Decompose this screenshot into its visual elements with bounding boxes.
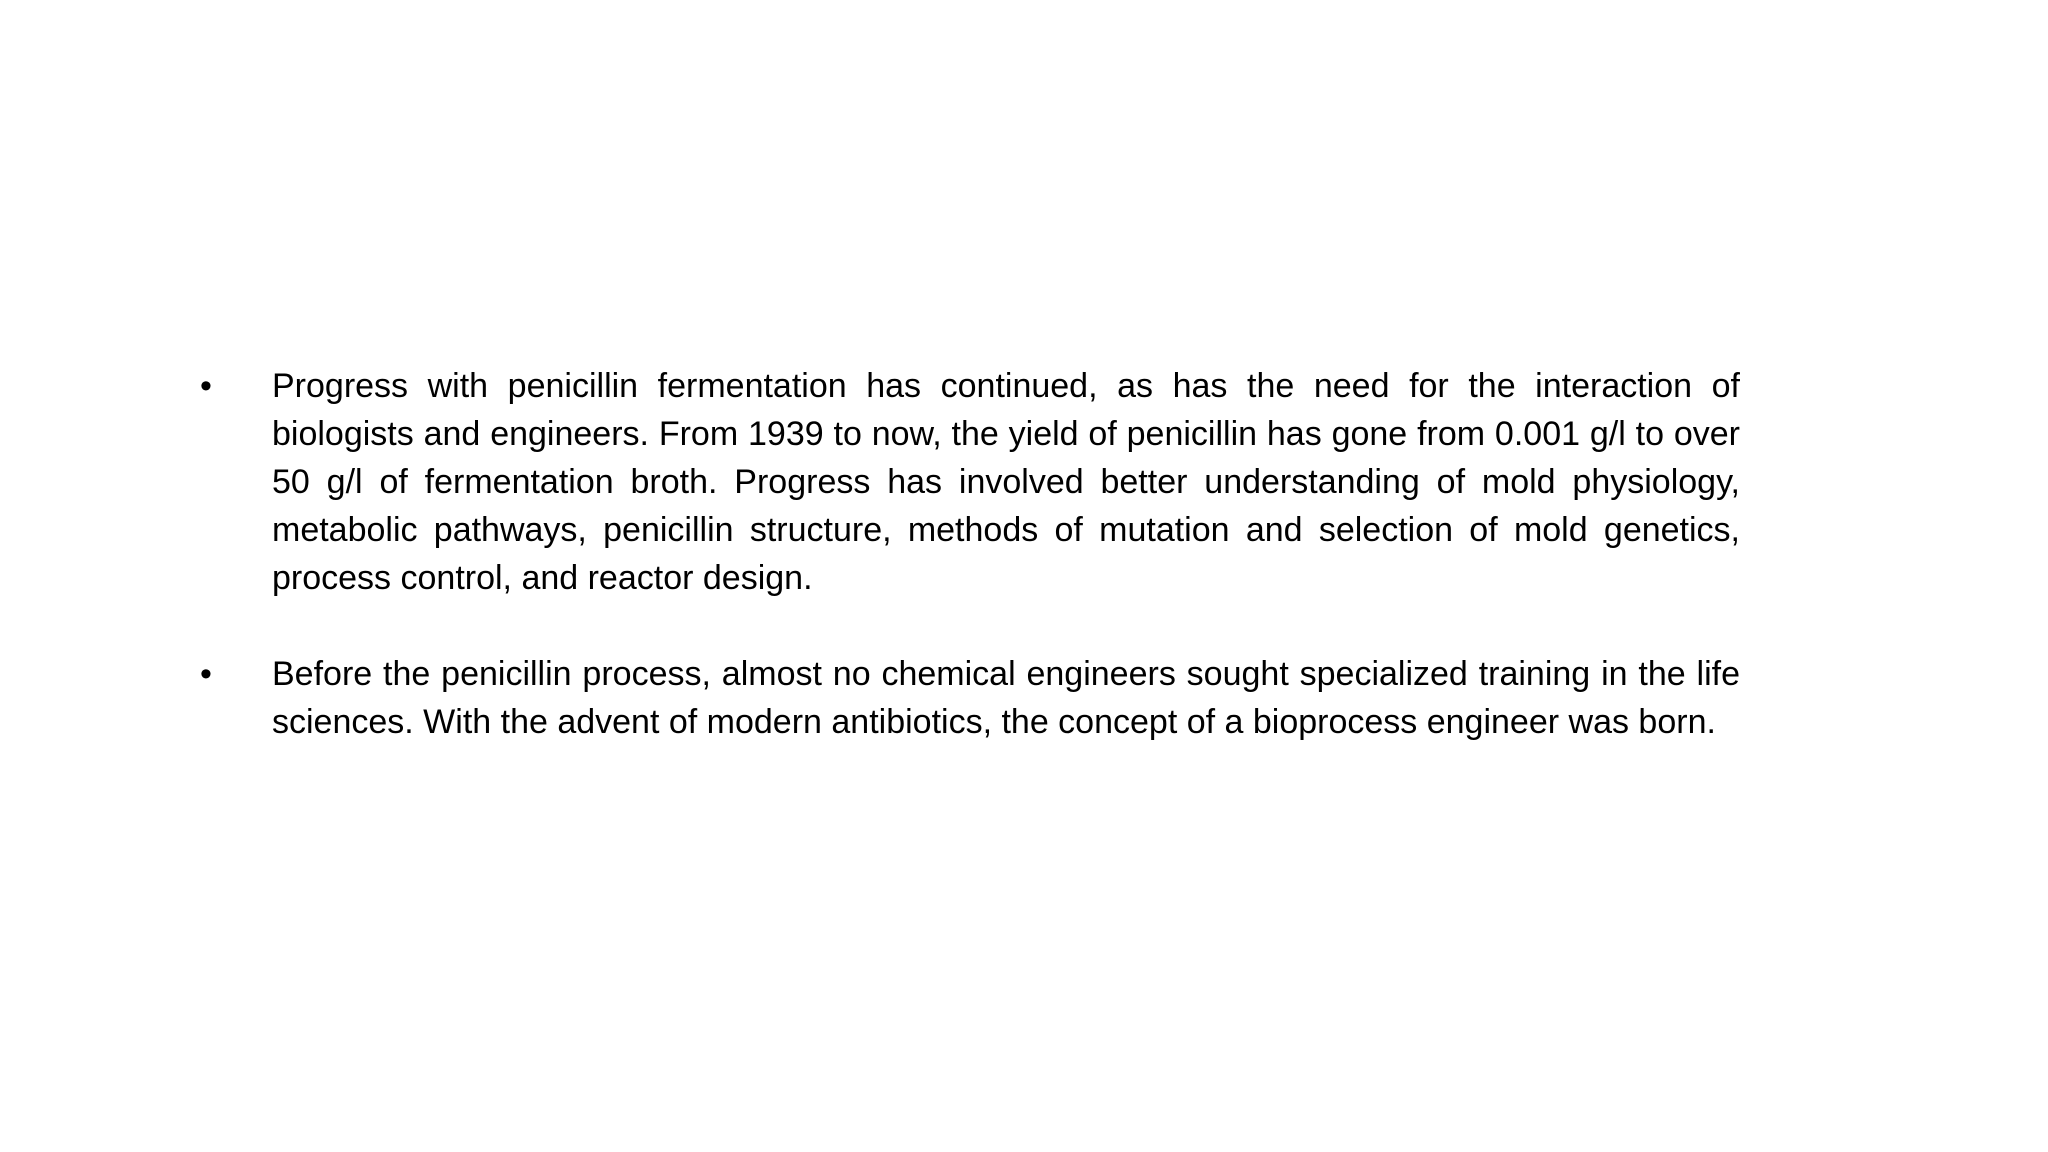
bullet-dot-icon: • — [200, 655, 212, 693]
bullet-text: Before the penicillin process, almost no chemical engineers sought specialized training in the life sciences. With the advent of modern antibiotics, the concept of a bioprocess engineer was born. — [272, 655, 1740, 741]
bullet-dot-icon: • — [200, 367, 212, 405]
bullet-item-penicillin-progress — [200, 362, 1740, 602]
slide-content — [200, 362, 1740, 794]
bullet-text: Progress with penicillin fermentation has continued, as has the need for the interaction of biologists and engineers. From 1939 to now, the yield of penicillin has gone from 0.001 g/l to over 50 g/l of fermentation broth. Progress has involved better understanding of mold physiology, metabolic pathways, penicillin structure, methods of mutation and selection of mold genetics, process control, and reactor design. — [272, 367, 1740, 597]
bullet-item-bioprocess-engineer — [200, 650, 1740, 746]
bullet-list — [200, 362, 1740, 746]
